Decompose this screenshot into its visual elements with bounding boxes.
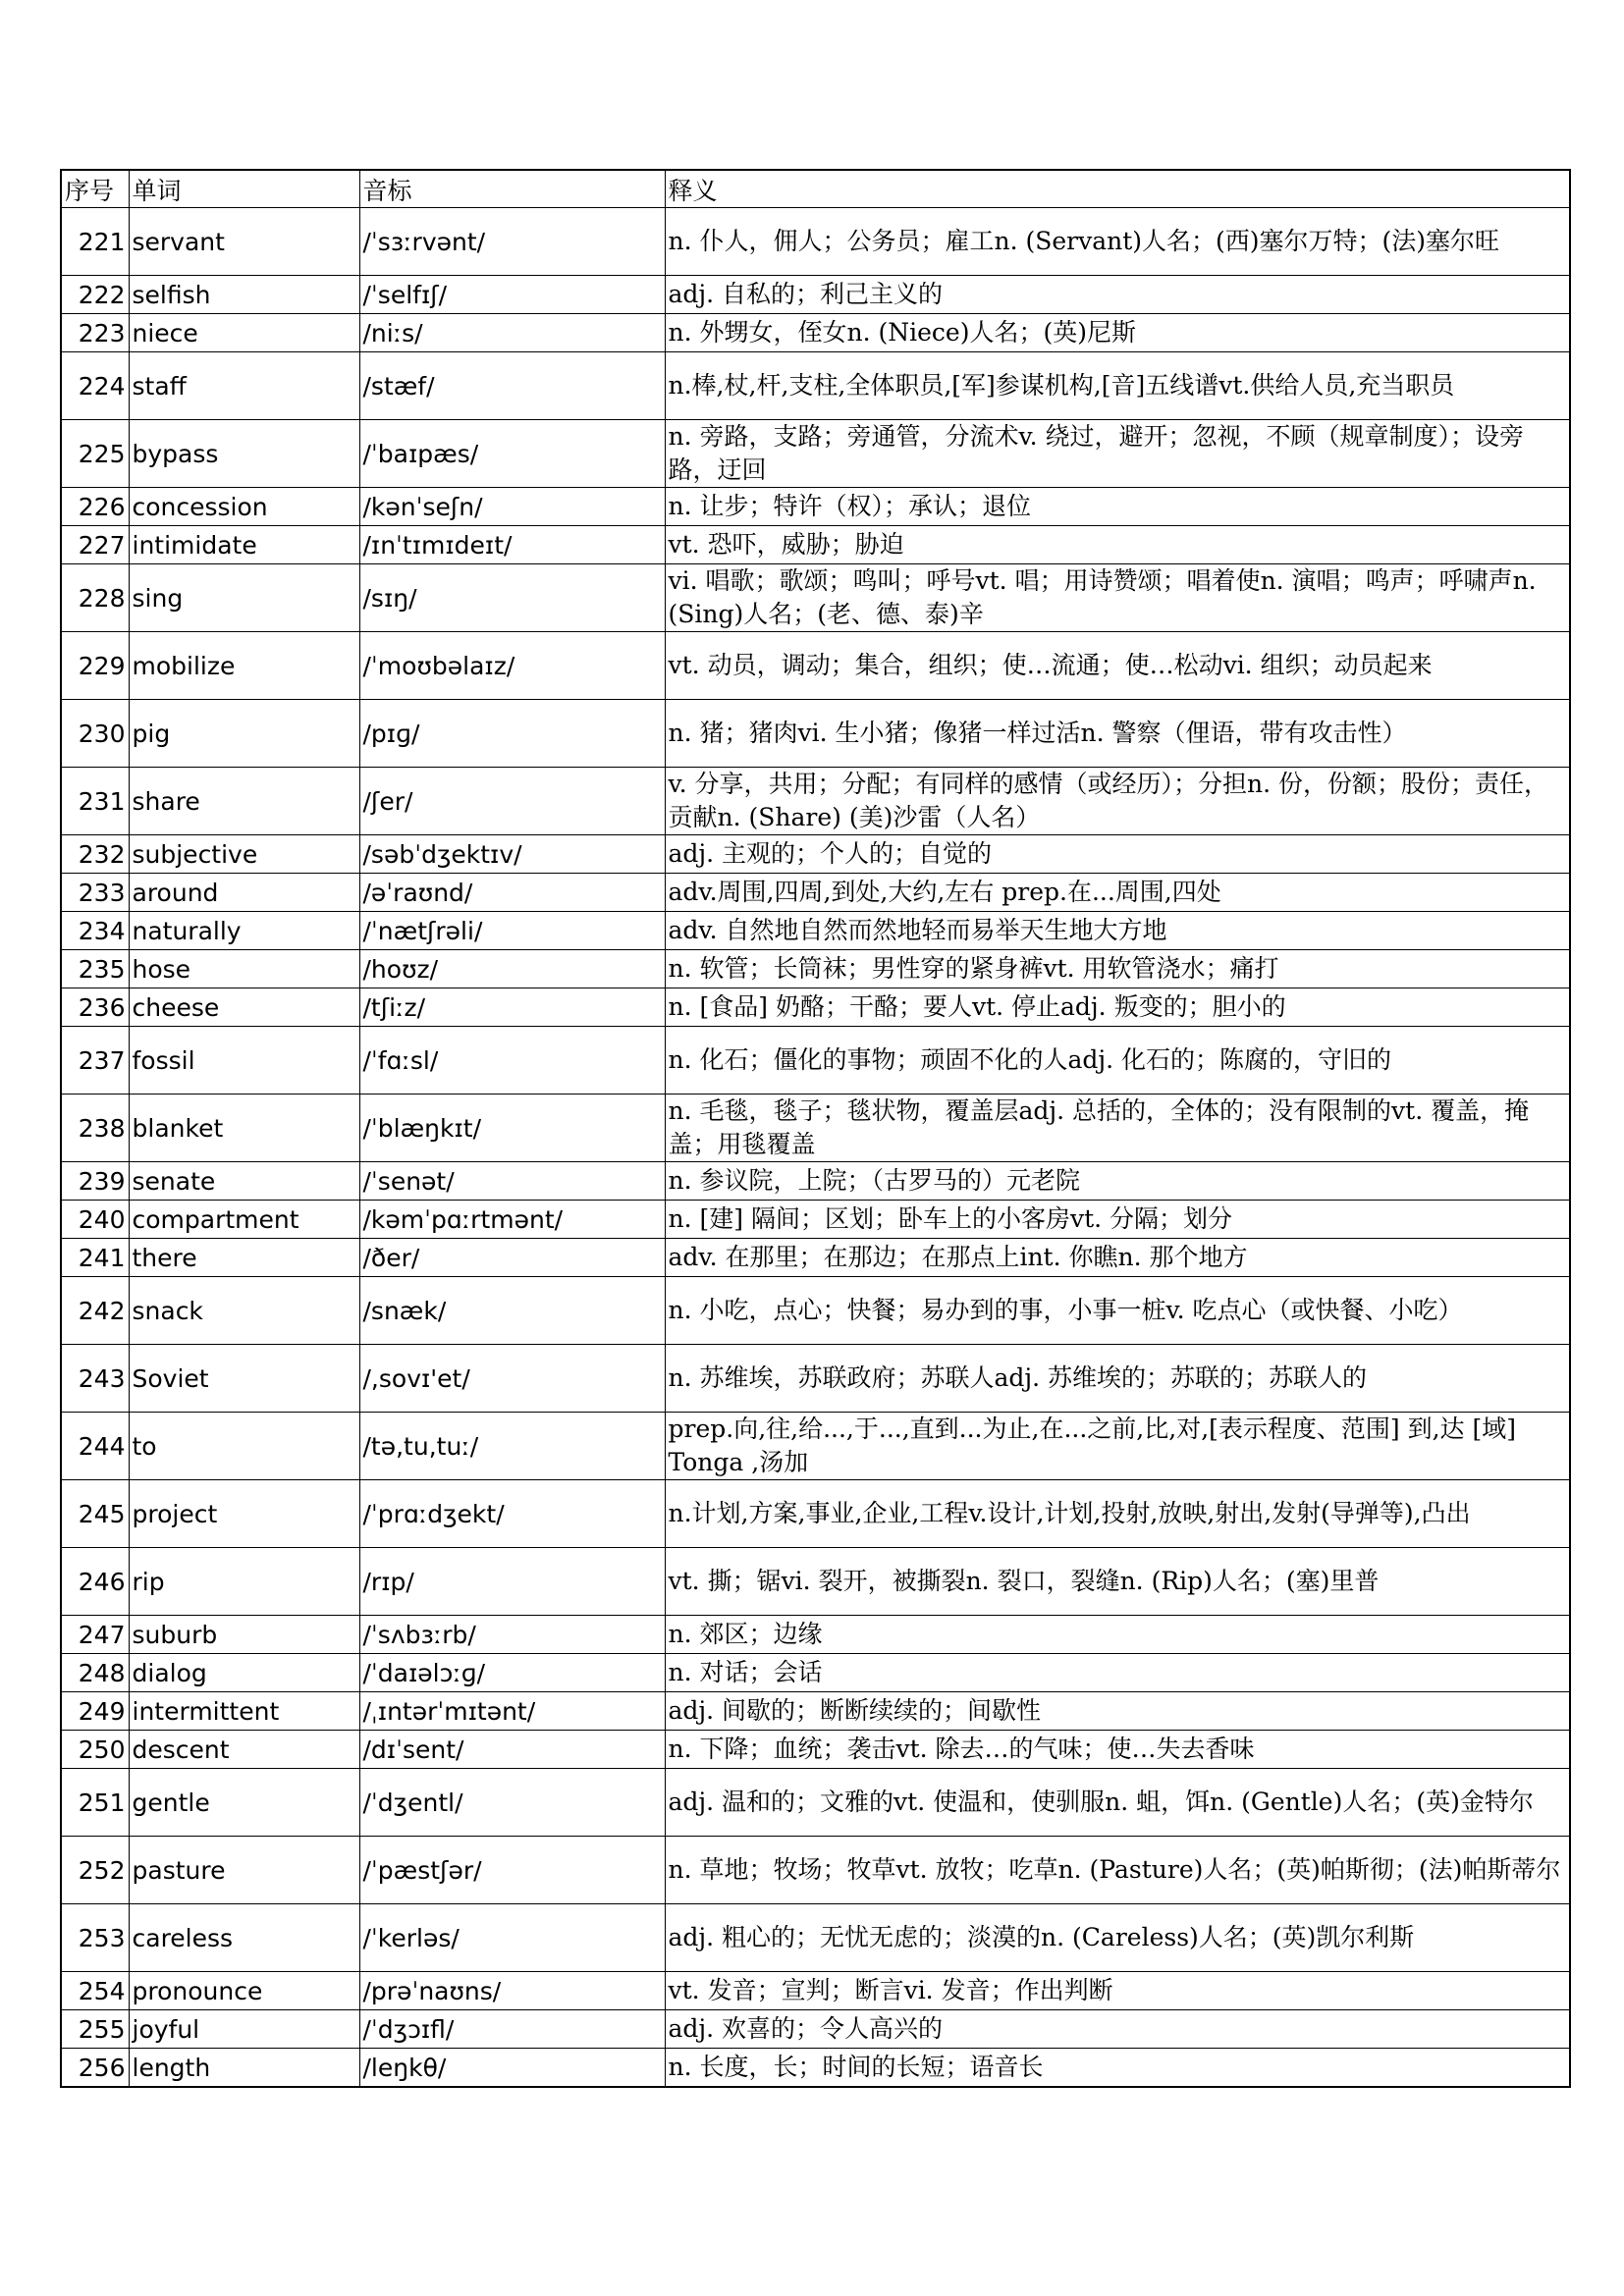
entry-phonetic: /ˈsʌbɜːrb/	[359, 1616, 665, 1654]
table-row	[61, 1201, 1570, 1239]
entry-definition: vt. 撕；锯vi. 裂开，被撕裂n. 裂口，裂缝n. (Rip)人名；(塞)里普	[665, 1548, 1570, 1616]
entry-number: 250	[61, 1731, 129, 1769]
table-row	[61, 912, 1570, 950]
entry-number: 249	[61, 1692, 129, 1731]
entry-word: there	[129, 1239, 359, 1277]
table-row	[61, 1654, 1570, 1692]
entry-definition: n.棒,杖,杆,支柱,全体职员,[军]参谋机构,[音]五线谱vt.供给人员,充当职员	[665, 352, 1570, 420]
entry-definition: adj. 间歇的；断断续续的；间歇性	[665, 1692, 1570, 1731]
table-row	[61, 1692, 1570, 1731]
entry-word: blanket	[129, 1095, 359, 1162]
entry-definition: vt. 发音；宣判；断言vi. 发音；作出判断	[665, 1972, 1570, 2010]
entry-word: mobilize	[129, 632, 359, 700]
entry-number: 256	[61, 2049, 129, 2088]
entry-definition: prep.向,往,给...,于...,直到...为止,在...之前,比,对,[表示程度、范围] 到,达 [域] Tonga ,汤加	[665, 1413, 1570, 1480]
entry-word: descent	[129, 1731, 359, 1769]
entry-phonetic: /ðer/	[359, 1239, 665, 1277]
entry-number: 235	[61, 950, 129, 988]
entry-number: 233	[61, 874, 129, 912]
entry-word: intermittent	[129, 1692, 359, 1731]
entry-number: 238	[61, 1095, 129, 1162]
table-row	[61, 1345, 1570, 1413]
entry-number: 253	[61, 1904, 129, 1972]
vocabulary-sheet	[60, 169, 1569, 2088]
table-row	[61, 835, 1570, 874]
table-header-row	[61, 170, 1570, 208]
entry-number: 245	[61, 1480, 129, 1548]
entry-definition: adv. 在那里；在那边；在那点上int. 你瞧n. 那个地方	[665, 1239, 1570, 1277]
entry-number: 230	[61, 700, 129, 768]
entry-phonetic: /leŋkθ/	[359, 2049, 665, 2088]
entry-phonetic: /rɪp/	[359, 1548, 665, 1616]
entry-definition: vt. 恐吓，威胁；胁迫	[665, 526, 1570, 564]
table-row	[61, 1277, 1570, 1345]
entry-number: 247	[61, 1616, 129, 1654]
entry-word: staff	[129, 352, 359, 420]
entry-definition: adj. 粗心的；无忧无虑的；淡漠的n. (Careless)人名；(英)凯尔利斯	[665, 1904, 1570, 1972]
entry-phonetic: /ˈpæstʃər/	[359, 1837, 665, 1904]
table-row	[61, 1904, 1570, 1972]
entry-phonetic: /tə,tu,tuː/	[359, 1413, 665, 1480]
entry-definition: vi. 唱歌；歌颂；鸣叫；呼号vt. 唱；用诗赞颂；唱着使n. 演唱；鸣声；呼啸声n. (Sing)人名；(老、德、泰)辛	[665, 564, 1570, 632]
table-row	[61, 1616, 1570, 1654]
table-row	[61, 276, 1570, 314]
entry-definition: n. 草地；牧场；牧草vt. 放牧；吃草n. (Pasture)人名；(英)帕斯彻；(法)帕斯蒂尔	[665, 1837, 1570, 1904]
entry-word: snack	[129, 1277, 359, 1345]
entry-phonetic: /ˈselfɪʃ/	[359, 276, 665, 314]
entry-phonetic: /ˈbaɪpæs/	[359, 420, 665, 488]
header-definition: 释义	[665, 170, 1570, 208]
entry-word: intimidate	[129, 526, 359, 564]
entry-phonetic: /ɪnˈtɪmɪdeɪt/	[359, 526, 665, 564]
entry-word: pasture	[129, 1837, 359, 1904]
entry-word: joyful	[129, 2010, 359, 2049]
entry-number: 231	[61, 768, 129, 835]
entry-number: 228	[61, 564, 129, 632]
entry-word: fossil	[129, 1027, 359, 1095]
table-row	[61, 1095, 1570, 1162]
table-row	[61, 2010, 1570, 2049]
entry-phonetic: /tʃiːz/	[359, 988, 665, 1027]
entry-phonetic: /ˈblæŋkɪt/	[359, 1095, 665, 1162]
entry-phonetic: /səbˈdʒektɪv/	[359, 835, 665, 874]
entry-phonetic: /niːs/	[359, 314, 665, 352]
table-row	[61, 1027, 1570, 1095]
entry-number: 254	[61, 1972, 129, 2010]
entry-definition: n. 毛毯，毯子；毯状物，覆盖层adj. 总括的，全体的；没有限制的vt. 覆盖，掩盖；用毯覆盖	[665, 1095, 1570, 1162]
entry-number: 239	[61, 1162, 129, 1201]
entry-number: 246	[61, 1548, 129, 1616]
entry-number: 225	[61, 420, 129, 488]
entry-number: 223	[61, 314, 129, 352]
entry-number: 222	[61, 276, 129, 314]
entry-word: selfish	[129, 276, 359, 314]
entry-definition: n.计划,方案,事业,企业,工程v.设计,计划,投射,放映,射出,发射(导弹等),凸出	[665, 1480, 1570, 1548]
vocabulary-table	[60, 169, 1571, 2088]
entry-definition: n. 参议院，上院；（古罗马的）元老院	[665, 1162, 1570, 1201]
table-row	[61, 768, 1570, 835]
entry-word: rip	[129, 1548, 359, 1616]
entry-definition: v. 分享，共用；分配；有同样的感情（或经历）；分担n. 份，份额；股份；责任，贡献n. (Share) (美)沙雷（人名）	[665, 768, 1570, 835]
entry-number: 243	[61, 1345, 129, 1413]
entry-definition: adj. 自私的；利己主义的	[665, 276, 1570, 314]
entry-number: 237	[61, 1027, 129, 1095]
entry-number: 224	[61, 352, 129, 420]
entry-definition: n. 软管；长筒袜；男性穿的紧身裤vt. 用软管浇水；痛打	[665, 950, 1570, 988]
entry-definition: n. 长度，长；时间的长短；语音长	[665, 2049, 1570, 2088]
table-row	[61, 988, 1570, 1027]
table-row	[61, 700, 1570, 768]
entry-phonetic: /ˈdʒɔɪfl/	[359, 2010, 665, 2049]
entry-phonetic: /ˌɪntərˈmɪtənt/	[359, 1692, 665, 1731]
entry-word: dialog	[129, 1654, 359, 1692]
entry-phonetic: /,sovɪ'et/	[359, 1345, 665, 1413]
entry-number: 221	[61, 208, 129, 276]
entry-definition: adv. 自然地自然而然地轻而易举天生地大方地	[665, 912, 1570, 950]
table-row	[61, 1972, 1570, 2010]
vocabulary-table-body	[61, 170, 1570, 2087]
table-row	[61, 950, 1570, 988]
entry-definition: n. [食品] 奶酪；干酪；要人vt. 停止adj. 叛变的；胆小的	[665, 988, 1570, 1027]
entry-number: 241	[61, 1239, 129, 1277]
entry-phonetic: /kəmˈpɑːrtmənt/	[359, 1201, 665, 1239]
entry-phonetic: /ˈfɑːsl/	[359, 1027, 665, 1095]
entry-number: 248	[61, 1654, 129, 1692]
entry-number: 242	[61, 1277, 129, 1345]
entry-definition: adj. 欢喜的；令人高兴的	[665, 2010, 1570, 2049]
entry-phonetic: /pɪɡ/	[359, 700, 665, 768]
entry-phonetic: /ˈkerləs/	[359, 1904, 665, 1972]
table-row	[61, 2049, 1570, 2088]
entry-word: Soviet	[129, 1345, 359, 1413]
entry-number: 227	[61, 526, 129, 564]
header-number: 序号	[61, 170, 129, 208]
entry-phonetic: /snæk/	[359, 1277, 665, 1345]
entry-definition: adv.周围,四周,到处,大约,左右 prep.在...周围,四处	[665, 874, 1570, 912]
entry-phonetic: /ˈsɜːrvənt/	[359, 208, 665, 276]
entry-word: length	[129, 2049, 359, 2088]
entry-word: bypass	[129, 420, 359, 488]
entry-phonetic: /əˈraʊnd/	[359, 874, 665, 912]
entry-word: pronounce	[129, 1972, 359, 2010]
entry-word: to	[129, 1413, 359, 1480]
entry-definition: n. 苏维埃，苏联政府；苏联人adj. 苏维埃的；苏联的；苏联人的	[665, 1345, 1570, 1413]
table-row	[61, 1548, 1570, 1616]
entry-word: subjective	[129, 835, 359, 874]
entry-word: suburb	[129, 1616, 359, 1654]
entry-definition: n. 旁路，支路；旁通管，分流术v. 绕过，避开；忽视，不顾（规章制度）；设旁路，迂回	[665, 420, 1570, 488]
entry-word: niece	[129, 314, 359, 352]
entry-definition: n. 小吃，点心；快餐；易办到的事，小事一桩v. 吃点心（或快餐、小吃）	[665, 1277, 1570, 1345]
entry-word: hose	[129, 950, 359, 988]
entry-phonetic: /ʃer/	[359, 768, 665, 835]
entry-word: project	[129, 1480, 359, 1548]
entry-word: sing	[129, 564, 359, 632]
entry-word: concession	[129, 488, 359, 526]
entry-word: cheese	[129, 988, 359, 1027]
entry-phonetic: /dɪˈsent/	[359, 1731, 665, 1769]
entry-word: share	[129, 768, 359, 835]
header-phonetic: 音标	[359, 170, 665, 208]
entry-phonetic: /ˈdʒentl/	[359, 1769, 665, 1837]
entry-definition: adj. 主观的；个人的；自觉的	[665, 835, 1570, 874]
table-row	[61, 488, 1570, 526]
entry-phonetic: /kənˈseʃn/	[359, 488, 665, 526]
entry-word: naturally	[129, 912, 359, 950]
entry-phonetic: /ˈprɑːdʒekt/	[359, 1480, 665, 1548]
entry-word: servant	[129, 208, 359, 276]
entry-number: 236	[61, 988, 129, 1027]
entry-phonetic: /prəˈnaʊns/	[359, 1972, 665, 2010]
entry-phonetic: /ˈnætʃrəli/	[359, 912, 665, 950]
entry-number: 226	[61, 488, 129, 526]
entry-number: 252	[61, 1837, 129, 1904]
entry-definition: n. 化石；僵化的事物；顽固不化的人adj. 化石的；陈腐的，守旧的	[665, 1027, 1570, 1095]
entry-number: 255	[61, 2010, 129, 2049]
table-row	[61, 1239, 1570, 1277]
entry-definition: n. 对话；会话	[665, 1654, 1570, 1692]
table-row	[61, 1480, 1570, 1548]
table-row	[61, 874, 1570, 912]
entry-word: around	[129, 874, 359, 912]
entry-phonetic: /ˈmoʊbəlaɪz/	[359, 632, 665, 700]
table-row	[61, 1769, 1570, 1837]
table-row	[61, 420, 1570, 488]
entry-definition: vt. 动员，调动；集合，组织；使…流通；使…松动vi. 组织；动员起来	[665, 632, 1570, 700]
entry-word: compartment	[129, 1201, 359, 1239]
entry-definition: n. 让步；特许（权）；承认；退位	[665, 488, 1570, 526]
entry-phonetic: /hoʊz/	[359, 950, 665, 988]
entry-definition: adj. 温和的；文雅的vt. 使温和，使驯服n. 蛆，饵n. (Gentle)人名；(英)金特尔	[665, 1769, 1570, 1837]
entry-number: 251	[61, 1769, 129, 1837]
entry-definition: n. 郊区；边缘	[665, 1616, 1570, 1654]
entry-phonetic: /sɪŋ/	[359, 564, 665, 632]
table-row	[61, 632, 1570, 700]
entry-word: senate	[129, 1162, 359, 1201]
entry-phonetic: /stæf/	[359, 352, 665, 420]
entry-phonetic: /ˈsenət/	[359, 1162, 665, 1201]
entry-word: careless	[129, 1904, 359, 1972]
entry-definition: n. [建] 隔间；区划；卧车上的小客房vt. 分隔；划分	[665, 1201, 1570, 1239]
table-row	[61, 208, 1570, 276]
entry-number: 234	[61, 912, 129, 950]
table-row	[61, 314, 1570, 352]
table-row	[61, 352, 1570, 420]
entry-word: gentle	[129, 1769, 359, 1837]
entry-number: 229	[61, 632, 129, 700]
table-row	[61, 1837, 1570, 1904]
entry-definition: n. 仆人，佣人；公务员；雇工n. (Servant)人名；(西)塞尔万特；(法)塞尔旺	[665, 208, 1570, 276]
table-row	[61, 1413, 1570, 1480]
table-row	[61, 1731, 1570, 1769]
entry-definition: n. 下降；血统；袭击vt. 除去…的气味；使…失去香味	[665, 1731, 1570, 1769]
entry-word: pig	[129, 700, 359, 768]
table-row	[61, 526, 1570, 564]
table-row	[61, 1162, 1570, 1201]
entry-phonetic: /ˈdaɪəlɔːɡ/	[359, 1654, 665, 1692]
entry-number: 232	[61, 835, 129, 874]
table-row	[61, 564, 1570, 632]
header-word: 单词	[129, 170, 359, 208]
entry-definition: n. 猪；猪肉vi. 生小猪；像猪一样过活n. 警察（俚语，带有攻击性）	[665, 700, 1570, 768]
entry-definition: n. 外甥女，侄女n. (Niece)人名；(英)尼斯	[665, 314, 1570, 352]
entry-number: 240	[61, 1201, 129, 1239]
entry-number: 244	[61, 1413, 129, 1480]
